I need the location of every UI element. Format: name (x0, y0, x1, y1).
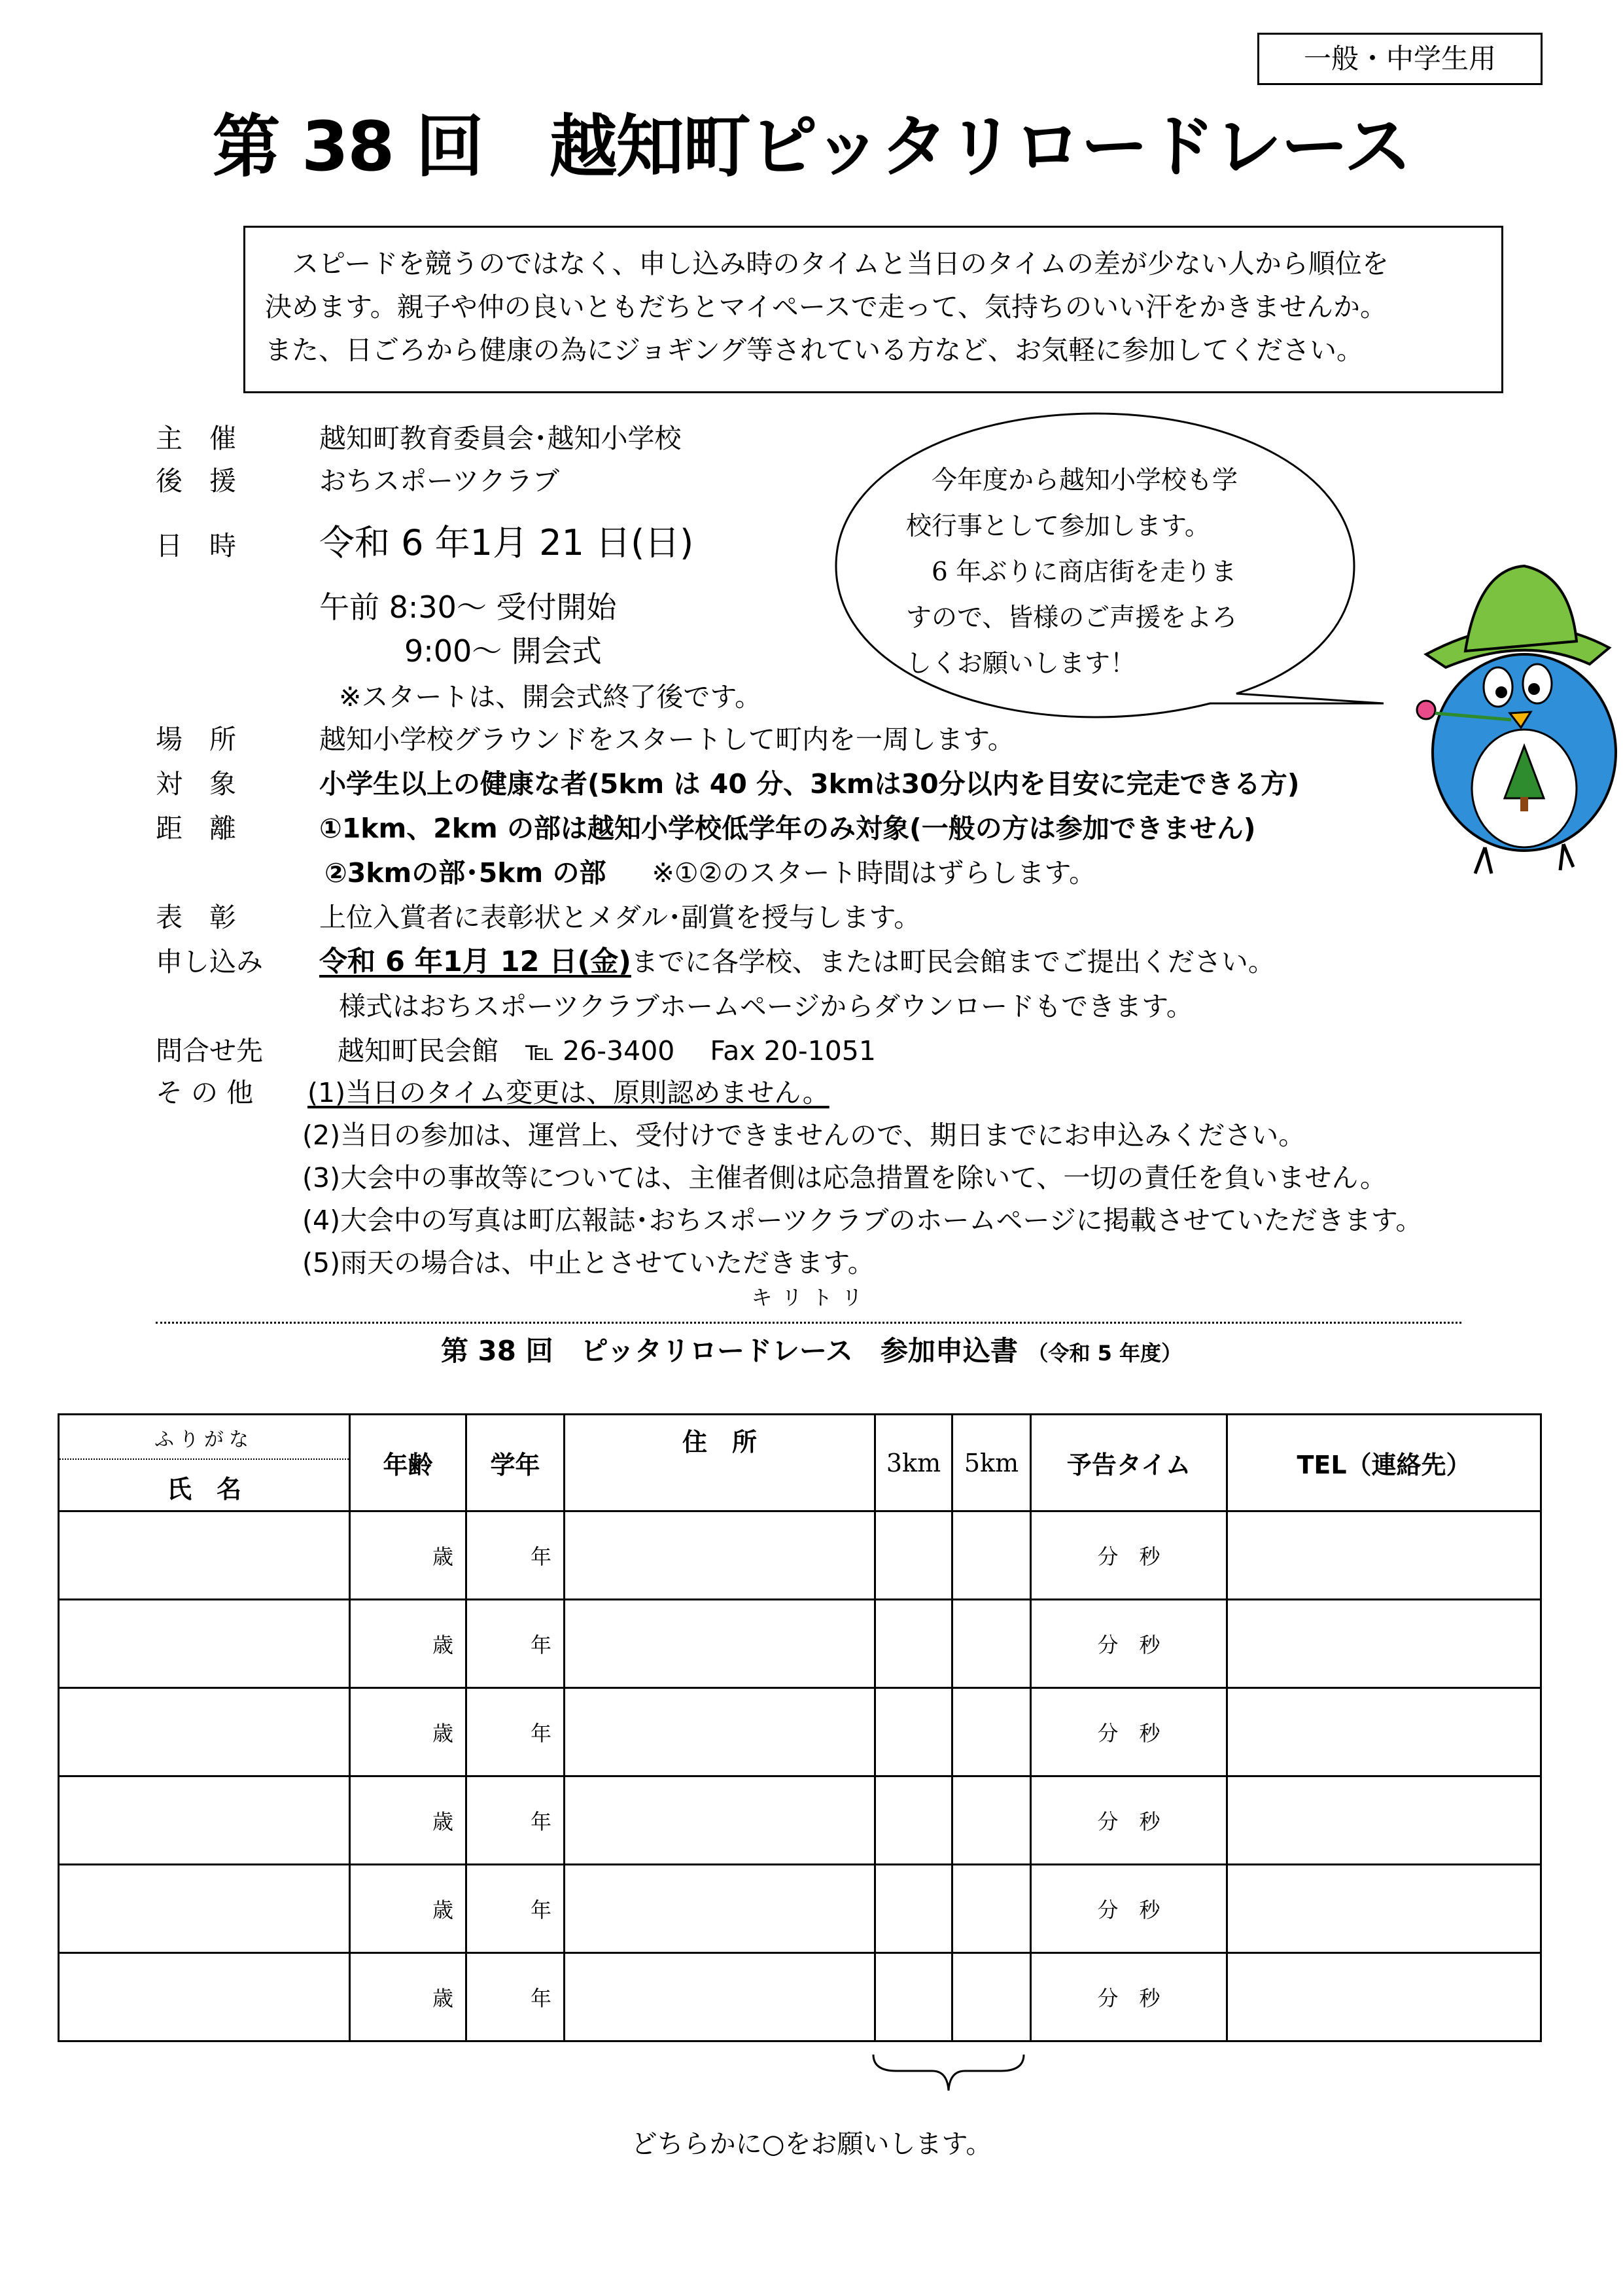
intro-box (243, 226, 1503, 393)
organizer-row (156, 419, 682, 458)
table-row (59, 1511, 1541, 1600)
age-header: 年齢 (350, 1415, 466, 1511)
time-cell[interactable]: 分 秒 (1031, 1776, 1227, 1865)
km3-cell[interactable] (875, 1511, 952, 1600)
contact-label: 問合せ先 (156, 1035, 263, 1067)
support-value: おちスポーツクラブ (319, 465, 559, 497)
km5-cell[interactable] (952, 1600, 1031, 1688)
other-item-4: (4)大会中の写真は町広報誌･おちスポーツクラブのホームページに掲載させていただきます。 (302, 1205, 1423, 1236)
intro-line: スピードを競うのではなく、申し込み時のタイムと当日のタイムの差が少ない人から順位を (265, 248, 1389, 279)
time-opening: 9:00～ 開会式 (404, 633, 602, 669)
time-cell[interactable]: 分 秒 (1031, 1953, 1227, 2041)
contact-row (156, 1031, 876, 1070)
km3-cell[interactable] (875, 1688, 952, 1776)
table-header-row (59, 1415, 1541, 1511)
km5-cell[interactable] (952, 1865, 1031, 1953)
km5-cell[interactable] (952, 1688, 1031, 1776)
km3-header: 3km (875, 1415, 952, 1511)
other-item-5: (5)雨天の場合は、中止とさせていただきます。 (302, 1247, 875, 1279)
tel-cell[interactable] (1227, 1511, 1541, 1600)
apply-note: 様式はおちスポーツクラブホームページからダウンロードもできます。 (339, 991, 1193, 1022)
km5-cell[interactable] (952, 1511, 1031, 1600)
km3-cell[interactable] (875, 1865, 952, 1953)
target-value: 小学生以上の健康な者(5km は 40 分、3kmは30分以内を目安に完走できる方) (319, 768, 1300, 800)
time-reception: 午前 8:30～ 受付開始 (319, 590, 617, 625)
tel-cell[interactable] (1227, 1600, 1541, 1688)
other-item-1: (1)当日のタイム変更は、原則認めません。 (307, 1077, 829, 1108)
km3-cell[interactable] (875, 1600, 952, 1688)
time-cell[interactable]: 分 秒 (1031, 1688, 1227, 1776)
address-cell[interactable] (565, 1953, 875, 2041)
address-cell[interactable] (565, 1600, 875, 1688)
support-label: 後 援 (156, 465, 236, 497)
tel-header: TEL（連絡先） (1227, 1415, 1541, 1511)
address-cell[interactable] (565, 1776, 875, 1865)
grade-cell[interactable]: 年 (466, 1600, 565, 1688)
other-item-2: (2)当日の参加は、運営上、受付けできませんので、期日までにお申込みください。 (302, 1120, 1306, 1151)
age-cell[interactable]: 歳 (350, 1953, 466, 2041)
form-year: （令和 5 年度） (1027, 1341, 1183, 1366)
km3-cell[interactable] (875, 1776, 952, 1865)
age-cell[interactable]: 歳 (350, 1776, 466, 1865)
furigana-header: ふりがな (60, 1415, 349, 1460)
name-header (59, 1415, 350, 1511)
bubble-line: しくお願いします！ (906, 649, 1136, 679)
support-row (156, 461, 559, 501)
bubble-line: 今年度から越知小学校も学 (906, 466, 1238, 495)
footnote: どちらかに○をお願いします。 (631, 2129, 992, 2159)
apply-rest: までに各学校、または町民会館までご提出ください。 (631, 946, 1275, 978)
name-cell[interactable] (59, 1600, 350, 1688)
other-item-3: (3)大会中の事故等については、主催者側は応急措置を除いて、一切の責任を負いません。 (302, 1162, 1387, 1193)
organizer-value: 越知町教育委員会･越知小学校 (319, 423, 682, 454)
name-cell[interactable] (59, 1953, 350, 2041)
contact-value: 越知町民会館 ℡ 26-3400 Fax 20-1051 (338, 1035, 876, 1067)
usage-label: 一般・中学生用 (1257, 33, 1543, 85)
place-label: 場 所 (156, 724, 236, 755)
form-title-text: 第 38 回 ピッタリロードレース 参加申込書 (440, 1335, 1018, 1367)
name-cell[interactable] (59, 1776, 350, 1865)
other-label: そ の 他 (156, 1077, 254, 1108)
bubble-line: 6 年ぶりに商店街を走りま (906, 557, 1237, 587)
tel-cell[interactable] (1227, 1865, 1541, 1953)
date-label: 日 時 (156, 530, 236, 561)
tel-cell[interactable] (1227, 1953, 1541, 2041)
page-title: 第 38 回 越知町ピッタリロードレース (212, 107, 1411, 186)
age-cell[interactable]: 歳 (350, 1688, 466, 1776)
time-header: 予告タイム (1031, 1415, 1227, 1511)
other-row (156, 1073, 829, 1112)
intro-line: また、日ごろから健康の為にジョギング等されている方など、お気軽に参加してください。 (265, 334, 1363, 366)
place-value: 越知小学校グラウンドをスタートして町内を一周します。 (319, 724, 1015, 755)
cut-line (156, 1322, 1461, 1324)
apply-row (156, 942, 1275, 981)
age-cell[interactable]: 歳 (350, 1865, 466, 1953)
time-cell[interactable]: 分 秒 (1031, 1511, 1227, 1600)
award-value: 上位入賞者に表彰状とメダル･副賞を授与します。 (319, 902, 921, 933)
name-cell[interactable] (59, 1511, 350, 1600)
grade-header: 学年 (466, 1415, 565, 1511)
target-label: 対 象 (156, 768, 236, 800)
address-cell[interactable] (565, 1865, 875, 1953)
bubble-line: 校行事として参加します。 (906, 512, 1210, 541)
km5-cell[interactable] (952, 1776, 1031, 1865)
apply-label: 申し込み (156, 946, 263, 978)
grade-cell[interactable]: 年 (466, 1865, 565, 1953)
table-row (59, 1688, 1541, 1776)
intro-line: 決めます。親子や仲の良いともだちとマイペースで走って、気持ちのいい汗をかきませんか。 (265, 291, 1387, 323)
tel-cell[interactable] (1227, 1776, 1541, 1865)
award-label: 表 彰 (156, 902, 236, 933)
distance-value-2: ②3kmの部･5km の部 (324, 857, 606, 889)
table-row (59, 1600, 1541, 1688)
age-cell[interactable]: 歳 (350, 1511, 466, 1600)
tel-cell[interactable] (1227, 1688, 1541, 1776)
grade-cell[interactable]: 年 (466, 1511, 565, 1600)
distance-note: ※①②のスタート時間はずらします。 (652, 857, 1096, 889)
time-note: ※スタートは、開会式終了後です。 (339, 681, 762, 713)
km5-header: 5km (952, 1415, 1031, 1511)
table-row (59, 1865, 1541, 1953)
form-title (0, 1330, 1623, 1369)
mascot-icon (1417, 566, 1616, 874)
apply-date: 令和 6 年1月 12 日(金) (319, 945, 631, 978)
bubble-line: すので、皆様のご声援をよろ (906, 603, 1238, 633)
organizer-label: 主 催 (156, 423, 236, 454)
date-row (156, 523, 693, 565)
name-cell[interactable] (59, 1688, 350, 1776)
bubble-text (906, 458, 1299, 687)
table-row (59, 1953, 1541, 2041)
brace-icon (870, 2051, 1027, 2104)
address-cell[interactable] (565, 1511, 875, 1600)
address-cell[interactable] (565, 1688, 875, 1776)
distance-label: 距 離 (156, 813, 236, 844)
grade-cell[interactable]: 年 (466, 1688, 565, 1776)
application-form-table (58, 1413, 1542, 2042)
cut-label: キリトリ (751, 1285, 872, 1310)
award-row (156, 898, 920, 937)
distance-value-1: ①1km、2km の部は越知小学校低学年のみ対象(一般の方は参加できません) (319, 813, 1256, 844)
name-cell[interactable] (59, 1865, 350, 1953)
name-header-label: 氏 名 (166, 1475, 241, 1504)
km3-cell[interactable] (875, 1953, 952, 2041)
grade-cell[interactable]: 年 (466, 1776, 565, 1865)
table-row (59, 1776, 1541, 1865)
km5-cell[interactable] (952, 1953, 1031, 2041)
time-cell[interactable]: 分 秒 (1031, 1865, 1227, 1953)
age-cell[interactable]: 歳 (350, 1600, 466, 1688)
date-value: 令和 6 年1月 21 日(日) (319, 522, 694, 563)
address-header: 住 所 (565, 1415, 875, 1511)
time-cell[interactable]: 分 秒 (1031, 1600, 1227, 1688)
grade-cell[interactable]: 年 (466, 1953, 565, 2041)
